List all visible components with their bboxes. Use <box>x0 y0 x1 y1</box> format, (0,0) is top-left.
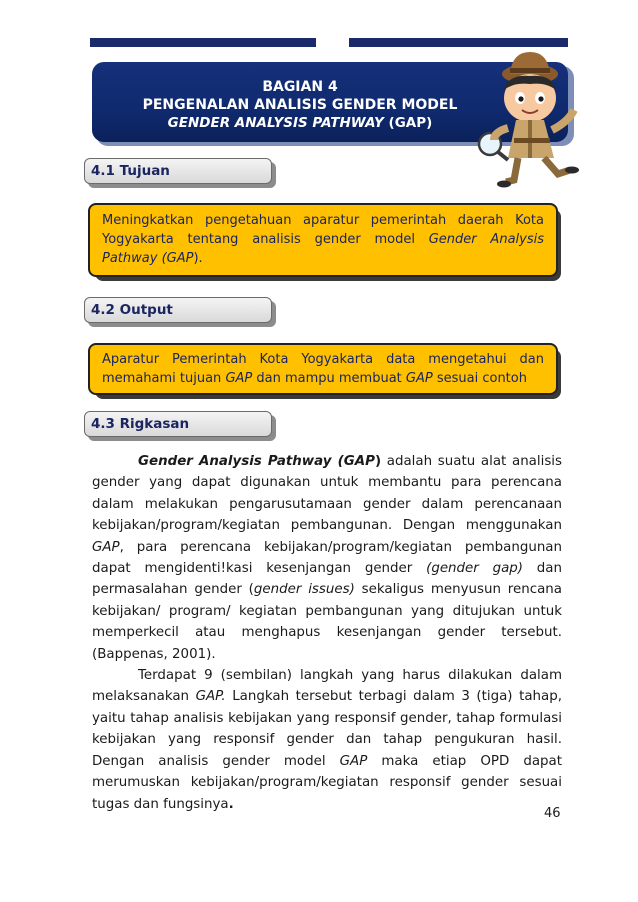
page-number: 46 <box>544 806 561 821</box>
p2-gap-2: GAP <box>339 753 368 769</box>
p1-t4: sekaligus menyusun rencana kebijakan/ program/ kegiatan pembangunan yang ditujukan untuk memperkecil atau menghapus kesenjangan gender tersebut. (Bappenas, 2001). <box>92 582 562 662</box>
section-title-output: 4.2 Output <box>84 297 272 323</box>
tujuan-box <box>88 203 558 277</box>
p1-gap: GAP <box>92 539 120 555</box>
banner-line-3-tail: (GAP) <box>383 115 433 131</box>
p1-gender-gap: (gender gap) <box>426 561 524 577</box>
p2-t1: Terdapat 9 (sembilan) langkah yang harus dilakukan dalam melaksanakan <box>92 668 562 705</box>
output-gap-2: GAP <box>405 371 433 386</box>
paragraph-1 <box>92 451 562 665</box>
paragraph-2 <box>92 665 562 815</box>
banner-line-3-italic: GENDER ANALYSIS PATHWAY <box>167 115 384 131</box>
p2-t3: maka etiap OPD dapat merumuskan kebijakan/program/kegiatan responsif gender sesuai tugas dan fungsinya <box>92 753 562 812</box>
detective-mascot-icon <box>458 40 588 190</box>
p2-end: . <box>228 796 234 812</box>
p1-lead: Gender Analysis Pathway (GAP <box>138 454 375 469</box>
p1-t3: dan permasalahan gender ( <box>92 561 562 598</box>
tujuan-text-italic: Gender Analysis Pathway (GAP <box>102 232 544 266</box>
output-gap-1: GAP <box>225 371 253 386</box>
output-box <box>88 343 558 395</box>
header-rule-left <box>90 38 316 47</box>
tujuan-text: Meningkatkan pengetahuan aparatur pemerintah daerah Kota Yogyakarta tentang analisis gender model <box>102 213 544 247</box>
ringkasan-body <box>92 451 562 815</box>
section-title-ringkasan: 4.3 Rigkasan <box>84 411 272 437</box>
banner-line-2: PENGENALAN ANALISIS GENDER MODEL <box>142 97 458 113</box>
p2-t2: Langkah tersebut terbagi dalam 3 (tiga) tahap, yaitu tahap analisis kebijakan yang responsif gender, tahap formulasi kebijakan yang responsif gender dan tahap pengukuran hasil. Dengan analisis gender model <box>92 689 562 769</box>
banner-line-1: BAGIAN 4 <box>262 79 338 95</box>
output-text-2: dan mampu membuat <box>252 371 406 386</box>
tujuan-text-tail: ). <box>193 251 203 266</box>
section-title-tujuan: 4.1 Tujuan <box>84 158 272 184</box>
p1-t2: , para perencana kebijakan/program/kegiatan pembangunan dapat mengidenti!kasi kesenjangan gender <box>92 539 562 577</box>
p1-t1: adalah suatu alat analisis gender yang dapat digunakan untuk membantu para perencana dalam melakukan pengarusutamaan gender dalam perencanaan kebijakan/program/kegiatan pembangunan. Dengan menggunakan <box>92 454 562 534</box>
p1-gender-issues: gender issues) <box>253 582 355 598</box>
output-text-3: sesuai contoh <box>432 371 527 386</box>
output-text-1: Aparatur Pemerintah Kota Yogyakarta data mengetahui dan memahami tujuan <box>102 352 544 386</box>
p2-gap-1: GAP. <box>195 689 226 705</box>
p1-lead-close: ) <box>374 454 382 469</box>
